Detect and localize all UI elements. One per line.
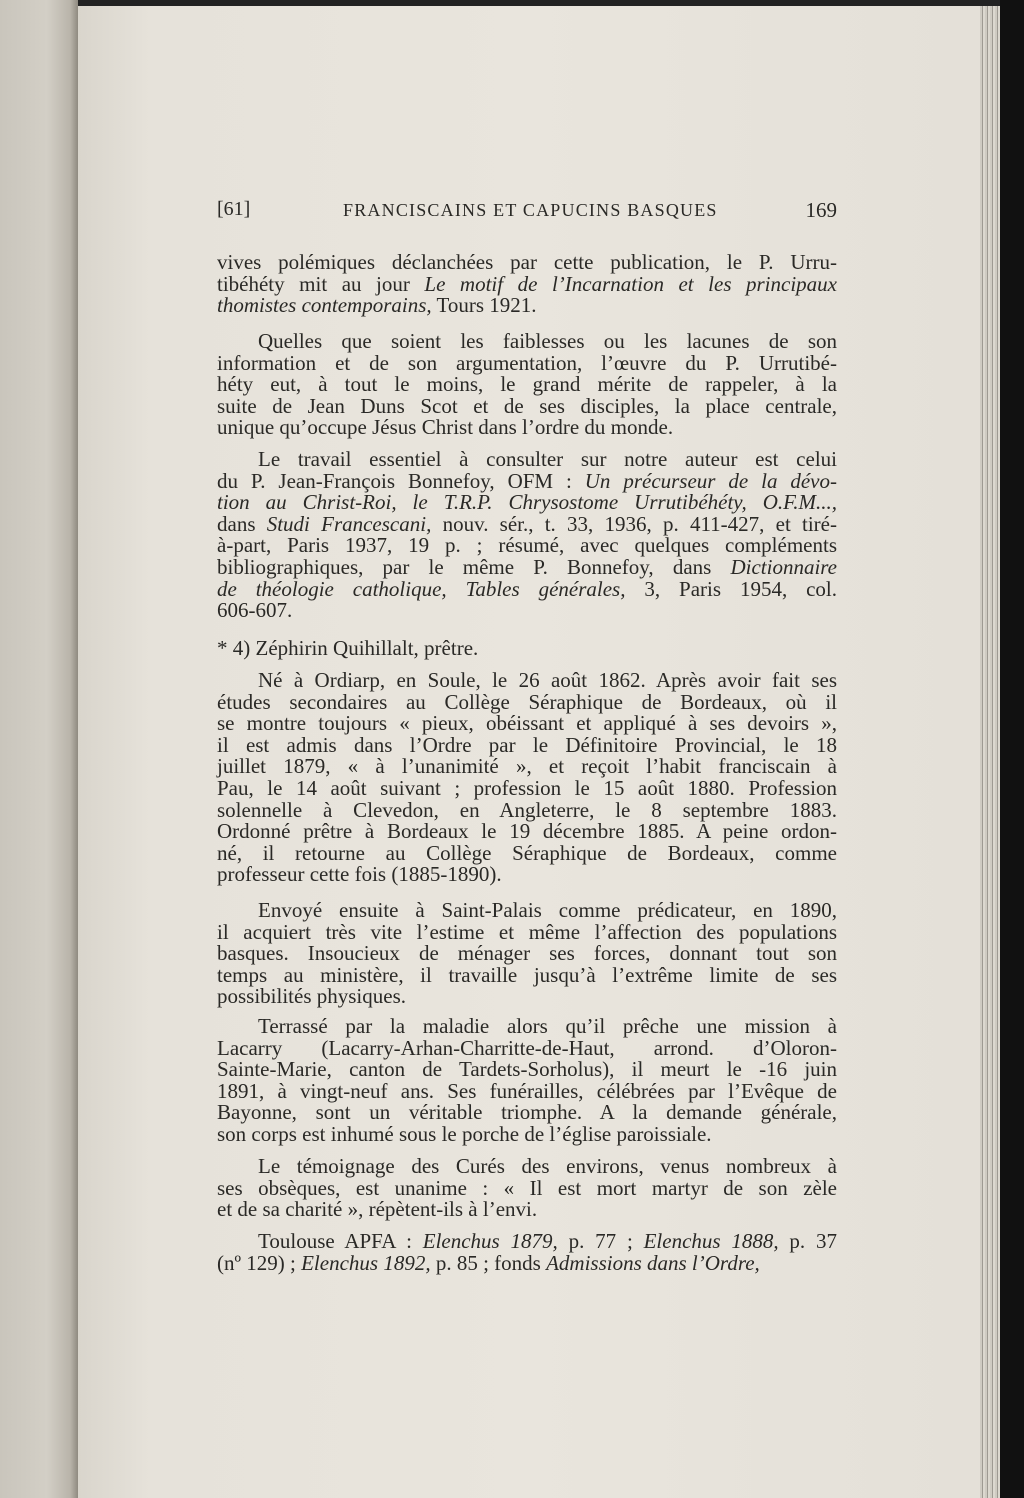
text-line: [217, 393, 837, 418]
text-line: [217, 1102, 837, 1124]
section-number: [61]: [217, 198, 251, 220]
text-line: [217, 468, 837, 493]
text-run: à-part, Paris 1937, 19 p. ; résumé, avec quelques compléments: [217, 533, 837, 558]
text-line: [217, 986, 837, 1008]
text-run: se montre toujours « pieux, obéissant et appliqué à ses devoirs »,: [217, 711, 837, 736]
running-header: [217, 198, 837, 224]
text-run: juillet 1879, « à l’unanimité », et reçoit l’habit franciscain à: [217, 754, 837, 779]
text-line: [217, 689, 837, 714]
paragraph: [217, 670, 837, 886]
text-run: p. 85 ; fonds: [430, 1250, 547, 1275]
text-run: et de sa charité », répètent-ils à l’envi.: [217, 1197, 538, 1222]
italic-text: Elenchus 1892,: [301, 1250, 431, 1275]
text-run: Né à Ordiarp, en Soule, le 26 août 1862. Après avoir fait ses: [258, 668, 837, 692]
italic-text: Un précurseur de la dévo-: [584, 468, 837, 493]
text-run: information et de son argumentation, l’œuvre du P. Urrutibé-: [217, 350, 837, 375]
text-line: [217, 331, 837, 353]
scan-background: [1000, 0, 1024, 1498]
paragraph: [217, 1016, 837, 1146]
text-line: [217, 1016, 837, 1038]
text-run: son corps est inhumé sous le porche de l’église paroissiale.: [217, 1121, 712, 1146]
text-line: [217, 638, 837, 660]
text-run: Le témoignage des Curés des environs, venus nombreux à: [258, 1154, 837, 1178]
paragraph: [217, 449, 837, 622]
text-line: [217, 1035, 837, 1060]
text-run: unique qu’occupe Jésus Christ dans l’ordre du monde.: [217, 415, 674, 440]
text-run: Envoyé ensuite à Saint-Palais comme prédicateur, en 1890,: [258, 898, 837, 922]
text-run: Toulouse APFA :: [258, 1229, 423, 1253]
text-run: Ordonné prêtre à Bordeaux le 19 décembre 1885. A peine ordon-: [217, 819, 837, 844]
text-line: [217, 1175, 837, 1200]
text-line: [217, 350, 837, 375]
text-run: nouv. sér., t. 33, 1936, p. 411-427, et tiré-: [431, 511, 837, 536]
text-run: Pau, le 14 août suivant ; profession le 15 août 1880. Profession: [217, 775, 837, 800]
text-line: [217, 492, 837, 514]
running-title: FRANCISCAINS ET CAPUCINS BASQUES: [343, 200, 718, 220]
facing-page-edge: [0, 0, 78, 1498]
text-run: tibéhéty mit au jour: [217, 271, 425, 296]
text-line: [217, 732, 837, 757]
text-line: [217, 670, 837, 692]
paragraph: [217, 331, 837, 439]
italic-text: Elenchus 1888,: [643, 1229, 779, 1253]
text-line: [217, 1199, 837, 1221]
text-run: 3, Paris 1954, col.: [625, 576, 837, 601]
text-run: héty eut, à tout le moins, le grand mérite de rappeler, à la: [217, 372, 837, 397]
text-run: solennelle à Clevedon, en Angleterre, le 8 septembre 1883.: [217, 797, 837, 822]
text-run: professeur cette fois (1885-1890).: [217, 862, 502, 887]
text-line: [217, 1156, 837, 1178]
text-run: du P. Jean-François Bonnefoy, OFM :: [217, 468, 585, 493]
text-run: 1891, à vingt-neuf ans. Ses funérailles, célébrées par l’Evêque de: [217, 1078, 837, 1103]
text-run: vives polémiques déclanchées par cette publication, le P. Urru-: [217, 250, 837, 274]
text-line: [217, 1250, 837, 1275]
text-run: basques. Insoucieux de ménager ses forces, donnant tout son: [217, 941, 837, 966]
text-line: [217, 797, 837, 822]
text-run: temps au ministère, il travaille jusqu’à l’extrême limite de ses: [217, 962, 837, 987]
text-line: [217, 449, 837, 471]
italic-text: Elenchus 1879,: [422, 1229, 558, 1253]
text-run: * 4) Zéphirin Quihillalt, prêtre.: [217, 636, 479, 660]
text-run: p. 77 ;: [557, 1229, 644, 1253]
text-run: Lacarry (Lacarry-Arhan-Charritte-de-Haut, arrond. d’Oloron-: [217, 1035, 837, 1060]
text-line: [217, 864, 837, 886]
text-run: Terrassé par la maladie alors qu’il prêche une mission à: [258, 1014, 837, 1038]
text-run: Quelles que soient les faiblesses ou les lacunes de son: [258, 329, 837, 353]
text-line: [217, 511, 837, 536]
text-run: Tours 1921.: [431, 293, 537, 318]
text-line: [217, 600, 837, 622]
italic-text: Dictionnaire: [730, 554, 837, 579]
italic-text: Le motif de l’Incarnation et les principaux: [424, 271, 837, 296]
text-line: [217, 535, 837, 557]
paragraph: [217, 1156, 837, 1221]
text-line: [217, 775, 837, 800]
text-run: dans: [217, 511, 267, 536]
paragraph: [217, 900, 837, 1008]
text-run: études secondaires au Collège Séraphique de Bordeaux, où il: [217, 689, 837, 714]
text-line: [217, 756, 837, 778]
page-number: 169: [805, 198, 837, 222]
text-line: [217, 962, 837, 987]
text-line: [217, 295, 837, 317]
text-line: [217, 840, 837, 865]
text-line: [217, 821, 837, 843]
text-run: (nº 129) ;: [217, 1250, 302, 1275]
text-run: bibliographiques, par le même P. Bonnefoy, dans: [217, 554, 731, 579]
paragraph: [217, 252, 837, 317]
text-line: [217, 1231, 837, 1253]
text-line: [217, 271, 837, 296]
text-line: [217, 919, 837, 944]
italic-text: thomistes contemporains,: [217, 293, 432, 318]
text-run: possibilités physiques.: [217, 984, 407, 1009]
text-run: 606-607.: [217, 598, 293, 623]
italic-text: de théologie catholique, Tables générales,: [217, 576, 626, 601]
text-run: Bayonne, sont un véritable triomphe. A la demande générale,: [217, 1100, 837, 1125]
italic-text: Studi Francescani,: [266, 511, 432, 536]
italic-text: tion au Christ-Roi, le T.R.P. Chrysostome Urrutibéhéty, O.F.M...,: [217, 490, 837, 515]
paragraph: [217, 1231, 837, 1274]
text-line: [217, 374, 837, 396]
italic-text: Admissions dans l’Ordre,: [546, 1250, 760, 1275]
text-line: [217, 1121, 837, 1146]
entry-heading: [217, 638, 837, 660]
page-stack-edges: [980, 6, 1000, 1498]
text-run: ses obsèques, est unanime : « Il est mort martyr de son zèle: [217, 1175, 837, 1200]
text-line: [217, 1078, 837, 1103]
text-line: [217, 900, 837, 922]
text-line: [217, 576, 837, 601]
text-run: né, il retourne au Collège Séraphique de Bordeaux, comme: [217, 840, 837, 865]
text-line: [217, 943, 837, 965]
text-line: [217, 1059, 837, 1081]
text-line: [217, 252, 837, 274]
text-line: [217, 417, 837, 439]
text-run: il acquiert très vite l’estime et même l’affection des populations: [217, 919, 837, 944]
text-run: il est admis dans l’Ordre par le Définitoire Provincial, le 18: [217, 732, 837, 757]
text-run: p. 37: [778, 1229, 837, 1253]
text-run: Le travail essentiel à consulter sur notre auteur est celui: [258, 447, 837, 471]
text-line: [217, 713, 837, 735]
text-line: [217, 554, 837, 579]
text-run: suite de Jean Duns Scot et de ses disciples, la place centrale,: [217, 393, 837, 418]
text-run: Sainte-Marie, canton de Tardets-Sorholus), il meurt le -16 juin: [217, 1057, 837, 1082]
